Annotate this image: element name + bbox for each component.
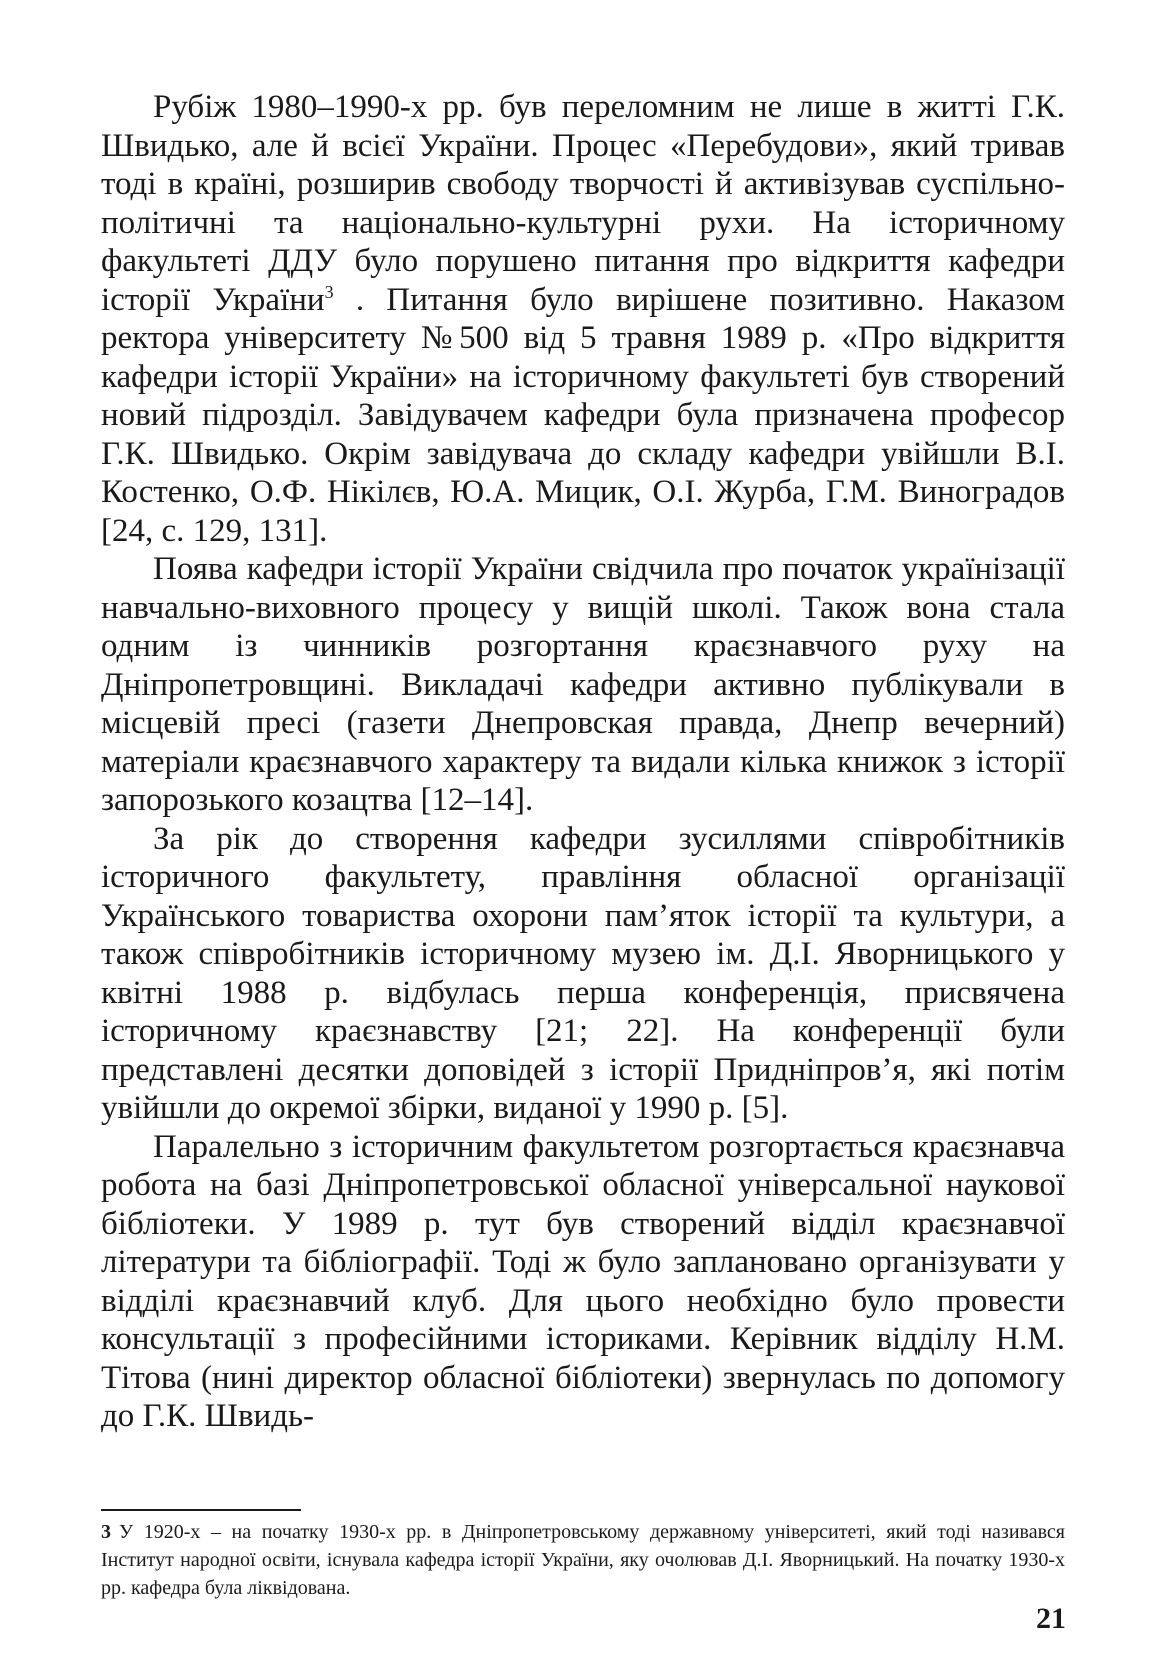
paragraph-4: Паралельно з історичним факультетом розгортається краєзнавча робота на базі Дніпропетровської обласної універсальної наукової бібліотеки. У 1989 р. тут був створений відділ краєзнавчої літератури та бібліографії. Тоді ж було заплановано організувати у відділі краєзнавчий клуб. Для цього необхідно було провести консультації з професійними істориками. Керівник відділу Н.М. Тітова (нині директор обласної бібліотеки) звернулась по допомогу до Г.К. Швидь- <box>101 1128 1065 1434</box>
paragraph-1-text-after-note: . Питання було вирішене позитивно. Наказом ректора університету №500 від 5 травня 1989 р. «Про відкриття кафедри історії України» на історичному факультеті був створений новий підрозділ. Завідувачем кафедри була призначена професор Г.К. Швидько. Окрім завідувача до складу кафедри увійшли В.І. Костенко, О.Ф. Нікілєв, Ю.А. Мицик, О.І. Журба, Г.М. Виноградов [24, с. 129, 131]. <box>101 281 1065 549</box>
main-text <box>101 88 1065 1436</box>
paragraph-1-text-before-note: Рубіж 1980–1990-х рр. був переломним не лише в житті Г.К. Швидько, але й всієї України. Процес «Перебудови», який тривав тоді в країні, розширив свободу творчості й активізував суспільно-політичні та національно-культурні рухи. На історичному факультеті ДДУ було порушено питання про відкриття кафедри історії України <box>101 89 1065 318</box>
footnote-text: У 1920-х – на початку 1930-х рр. в Дніпропетровському державному університеті, який тоді називався Інститут народної освіти, існувала кафедра історії України, яку очолював Д.І. Яворницький. На початку 1930-х рр. кафедра була ліквідована. <box>101 1521 1065 1599</box>
paragraph-1 <box>101 88 1065 550</box>
paragraph-3: За рік до створення кафедри зусиллями співробітників історичного факультету, правління обласної організації Українського товариства охорони пам’яток історії та культури, а також співробітників історичному музею ім. Д.І. Яворницького у квітні 1988 р. відбулась перша конференція, присвячена історичному краєзнавству [21; 22]. На конференції були представлені десятки доповідей з історії Придніпров’я, які потім увійшли до окремої збірки, виданої у 1990 р. [5]. <box>101 820 1065 1126</box>
page-number: 21 <box>1036 1602 1066 1635</box>
footnote-divider <box>101 1509 301 1511</box>
footnote-reference[interactable]: 3 <box>324 281 334 302</box>
footnote <box>101 1518 1065 1602</box>
paragraph-2: Поява кафедри історії України свідчила про початок українізації навчально-виховного процесу у вищій школі. Також вона стала одним із чинників розгортання краєзнавчого руху на Дніпропетровщині. Викладачі кафедри активно публікували в місцевій пресі (газети Днепровская правда, Днепр вечерний) матеріали краєзнавчого характеру та видали кілька книжок з історії запорозького козацтва [12–14]. <box>101 551 1065 818</box>
footnote-number: 3 <box>101 1521 111 1543</box>
